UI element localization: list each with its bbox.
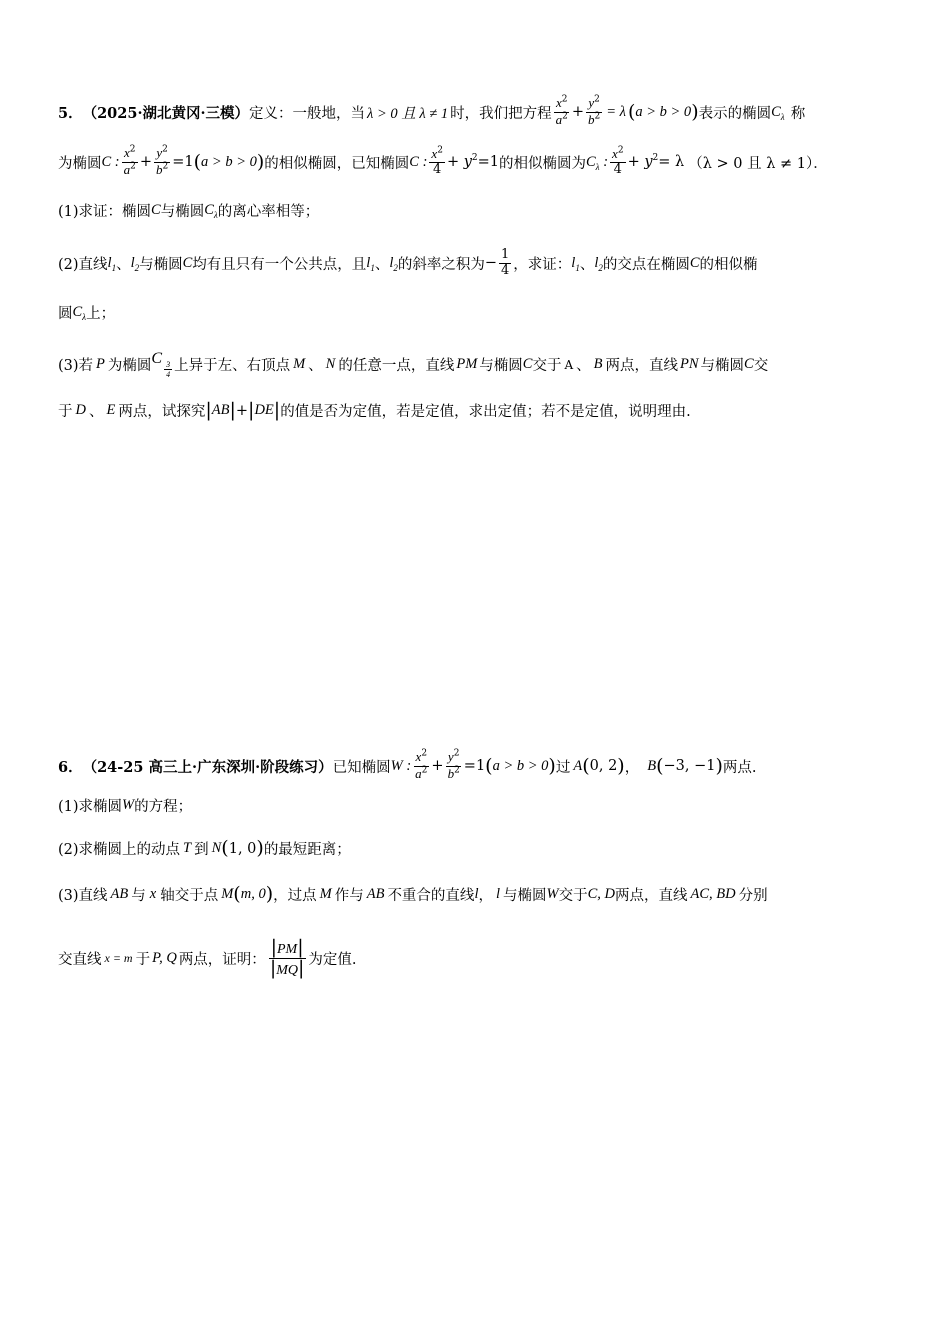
var: C bbox=[689, 254, 700, 271]
var: P bbox=[96, 356, 105, 373]
q5-text: 与椭圆 bbox=[700, 358, 745, 375]
var: B bbox=[647, 757, 657, 774]
var: M bbox=[221, 886, 234, 902]
var: x bbox=[431, 145, 438, 161]
var: b bbox=[156, 161, 163, 177]
sup: 2 bbox=[129, 144, 136, 155]
var: PM bbox=[456, 356, 478, 373]
q6-text: (3)直线 bbox=[58, 888, 108, 904]
q6-text: ， bbox=[478, 888, 493, 904]
var: l bbox=[107, 254, 112, 271]
sup: 2 bbox=[421, 748, 428, 759]
sup: 2 bbox=[561, 94, 568, 105]
q5-text: 、 bbox=[576, 358, 591, 375]
expr: + y bbox=[446, 154, 472, 171]
q5-math bbox=[586, 154, 608, 171]
expr: = λ bbox=[658, 154, 685, 171]
fraction bbox=[610, 147, 626, 179]
var: a bbox=[415, 765, 422, 781]
q5-text: 均有且只有一个公共点，且 bbox=[192, 256, 367, 273]
q6-text: 过 bbox=[555, 759, 571, 776]
sub: λ bbox=[780, 111, 785, 122]
var: C bbox=[771, 103, 781, 120]
var: N bbox=[211, 840, 222, 856]
abs-bar: | bbox=[297, 936, 304, 958]
var: x = m bbox=[104, 951, 133, 966]
colon: : bbox=[599, 153, 609, 170]
q5-text: 交于 bbox=[532, 358, 562, 375]
var: W bbox=[546, 886, 559, 902]
paren: ( bbox=[221, 837, 229, 859]
q5-text: 为椭圆 bbox=[107, 358, 152, 375]
var: x bbox=[149, 886, 157, 902]
q5-text: 时，我们把方程 bbox=[450, 105, 552, 122]
var: b bbox=[588, 111, 595, 127]
q5-math: C : bbox=[409, 153, 428, 170]
var: l bbox=[130, 254, 135, 271]
fraction bbox=[446, 750, 462, 783]
sub: 1 bbox=[370, 262, 375, 273]
den: 4 bbox=[433, 162, 442, 178]
paren: ) bbox=[715, 754, 723, 777]
var: M bbox=[293, 356, 306, 373]
q5-math: C : bbox=[101, 153, 120, 170]
sup: 2 bbox=[454, 765, 460, 776]
sup: 2 bbox=[162, 161, 169, 172]
var: P, Q bbox=[152, 950, 177, 967]
q5-text: 的相似椭圆为 bbox=[499, 155, 586, 172]
fraction bbox=[413, 750, 429, 783]
abs-bar: | bbox=[270, 936, 277, 958]
sup: 2 bbox=[421, 765, 428, 776]
sup: 2 bbox=[594, 111, 601, 122]
fraction bbox=[268, 938, 307, 979]
var: M bbox=[319, 886, 332, 902]
var: b bbox=[447, 765, 455, 781]
var: PM bbox=[277, 942, 298, 957]
var: x bbox=[555, 95, 562, 110]
q5-text: 、 bbox=[116, 256, 131, 273]
q5-line-4 bbox=[58, 248, 758, 279]
abs-bar: | bbox=[269, 957, 277, 980]
q5-math bbox=[447, 154, 499, 170]
fraction bbox=[586, 96, 602, 129]
q6-text: ，过点 bbox=[273, 888, 317, 904]
q6-text: 分别 bbox=[738, 888, 768, 904]
q5-text: 的任意一点，直线 bbox=[338, 358, 455, 375]
var: C bbox=[522, 356, 533, 373]
q5-math: =1 bbox=[172, 154, 194, 171]
var: y bbox=[447, 749, 454, 764]
paren: ( bbox=[193, 150, 202, 173]
q5-math bbox=[366, 255, 375, 272]
paren: ) bbox=[548, 754, 556, 777]
q5-math: a > b > 0 bbox=[201, 153, 257, 170]
q5-text: 的离心率相等； bbox=[217, 204, 320, 220]
q5-math bbox=[571, 255, 580, 272]
expr: =1 bbox=[477, 154, 499, 171]
q6-text: 作与 bbox=[334, 888, 364, 904]
abs-bar: | bbox=[205, 399, 212, 421]
op: + bbox=[571, 104, 584, 121]
op: − bbox=[484, 255, 497, 272]
q6-text: (1)求椭圆 bbox=[58, 799, 123, 815]
q6-text: 的最短距离； bbox=[263, 842, 351, 858]
var: MQ bbox=[276, 963, 298, 979]
sub: 2 bbox=[393, 262, 398, 273]
q5-line-3 bbox=[58, 200, 319, 221]
q6-text: 两点，直线 bbox=[615, 888, 688, 904]
q5-line-1 bbox=[58, 96, 805, 129]
sup: 2 bbox=[594, 94, 600, 105]
var: C bbox=[182, 254, 193, 271]
q6-math: 0, 2 bbox=[589, 758, 618, 775]
q6-text: 轴交于点 bbox=[160, 888, 219, 904]
q6-source: （24-25 高三上·广东深圳·阶段练习） bbox=[82, 758, 333, 776]
sup: 2 bbox=[453, 748, 460, 759]
q5-text: （λ > 0 且 λ ≠ 1）． bbox=[688, 155, 828, 172]
op: + bbox=[139, 154, 153, 171]
var: l bbox=[366, 254, 371, 271]
q6-math: W : bbox=[390, 757, 412, 774]
paren: ( bbox=[485, 754, 493, 777]
q6-line-2 bbox=[58, 795, 192, 816]
q6-line-1 bbox=[58, 750, 757, 783]
q5-text: 的斜率之积为 bbox=[397, 256, 485, 273]
q6-text: (2)求椭圆上的动点 bbox=[58, 842, 181, 858]
q5-text: 、 bbox=[308, 358, 323, 375]
q5-math bbox=[108, 255, 117, 272]
var: y bbox=[588, 95, 595, 110]
var: a bbox=[123, 161, 131, 177]
q5-math: λ > 0 且 λ ≠ 1 bbox=[367, 105, 449, 122]
q5-text: 与椭圆 bbox=[160, 204, 205, 220]
q5-text: 定义：一般地，当 bbox=[249, 105, 366, 122]
q6-text: 交直线 bbox=[58, 952, 102, 969]
var: l bbox=[474, 886, 479, 902]
paren: ) bbox=[256, 150, 265, 173]
paren: ( bbox=[582, 754, 590, 777]
q5-text: 两点，直线 bbox=[605, 358, 678, 375]
q6-math: =1 bbox=[463, 758, 486, 775]
var: x bbox=[123, 145, 130, 160]
fraction bbox=[122, 146, 138, 179]
q6-text: 交于 bbox=[558, 888, 588, 904]
sup: 2 bbox=[162, 144, 168, 155]
var: l bbox=[594, 254, 599, 271]
paren: ( bbox=[233, 883, 241, 905]
q6-text: 不重合的直线 bbox=[387, 888, 475, 904]
q6-text: 的方程； bbox=[134, 799, 193, 815]
q5-text: (1)求证：椭圆 bbox=[58, 204, 152, 220]
var: C bbox=[72, 304, 83, 320]
var: l bbox=[389, 254, 394, 271]
q5-text: 圆 bbox=[58, 306, 73, 322]
paren: ( bbox=[656, 754, 664, 777]
sub: 2 bbox=[598, 262, 603, 273]
q5-text: ，求证： bbox=[513, 256, 572, 273]
q6-math: a > b > 0 bbox=[492, 757, 549, 774]
var: C bbox=[586, 153, 596, 170]
q6-text: 与 bbox=[131, 888, 146, 904]
q5-text: 、 bbox=[579, 256, 595, 273]
paren: ) bbox=[617, 754, 625, 777]
q5-text: 称 bbox=[790, 105, 806, 122]
paren: ( bbox=[627, 100, 636, 123]
q5-math bbox=[204, 202, 218, 219]
q5-text: 交 bbox=[753, 358, 769, 375]
q6-math: 1, 0 bbox=[228, 840, 257, 857]
var: AB bbox=[211, 402, 230, 418]
q5-text: 上； bbox=[86, 306, 116, 322]
q5-math: a > b > 0 bbox=[635, 103, 692, 120]
q5-text: 的值是否为定值，若是定值，求出定值；若不是定值，说明理由. bbox=[280, 404, 691, 420]
q6-text: 与椭圆 bbox=[503, 888, 547, 904]
abs-bar: | bbox=[273, 399, 281, 421]
q5-source: （2025·湖北黄冈·三模） bbox=[82, 104, 250, 122]
var: B bbox=[593, 356, 603, 373]
q5-line-2 bbox=[58, 146, 828, 179]
var: AB bbox=[366, 886, 385, 902]
q6-line-4 bbox=[58, 884, 768, 905]
q5-text: 于 bbox=[58, 404, 73, 420]
var: x bbox=[415, 749, 422, 764]
op: + bbox=[235, 402, 249, 419]
sub: λ bbox=[213, 209, 218, 220]
den: 4 bbox=[613, 162, 622, 178]
q5-text: 两点，试探究 bbox=[118, 404, 206, 420]
q5-math bbox=[73, 304, 87, 321]
var: E bbox=[106, 402, 116, 418]
var: l bbox=[571, 254, 576, 271]
q6-text: ， bbox=[624, 759, 640, 776]
sup: 2 bbox=[617, 145, 624, 156]
q5-math bbox=[131, 255, 140, 272]
q6-text: 两点. bbox=[722, 759, 757, 776]
num: 3 bbox=[166, 360, 171, 369]
sup: 2 bbox=[471, 153, 478, 164]
q5-text: 表示的椭圆 bbox=[698, 105, 772, 122]
q5-math bbox=[151, 350, 174, 379]
q5-text: 、 bbox=[374, 256, 390, 273]
var: A bbox=[564, 357, 574, 372]
q6-line-5 bbox=[58, 938, 357, 979]
sub: 2 bbox=[134, 262, 140, 273]
q5-line-7 bbox=[58, 400, 691, 421]
op: + bbox=[431, 758, 444, 775]
num: 1 bbox=[501, 247, 510, 262]
paren: ) bbox=[691, 100, 699, 123]
sup: 2 bbox=[562, 111, 568, 122]
q5-math: = λ bbox=[606, 103, 626, 120]
q5-text: 的交点在椭圆 bbox=[602, 256, 690, 273]
q6-text: 两点，证明： bbox=[178, 952, 266, 969]
q6-math: −3, −1 bbox=[663, 758, 716, 775]
var: AC, BD bbox=[690, 886, 736, 902]
q5-text: 的相似椭圆，已知椭圆 bbox=[264, 155, 410, 172]
var: DE bbox=[254, 402, 274, 418]
q5-math bbox=[628, 154, 685, 170]
abs-bar: | bbox=[298, 957, 305, 980]
q5-line-5 bbox=[58, 302, 115, 323]
q5-text: 、 bbox=[88, 404, 104, 420]
q5-text: 为椭圆 bbox=[58, 155, 102, 172]
q6-text: 到 bbox=[194, 842, 209, 858]
den: 4 bbox=[166, 370, 171, 380]
var: x bbox=[612, 145, 618, 161]
q5-math bbox=[389, 255, 398, 272]
abs-bar: | bbox=[229, 399, 236, 421]
sub: 1 bbox=[575, 262, 580, 273]
var: C, D bbox=[587, 886, 615, 902]
var: C bbox=[744, 356, 754, 373]
den: 4 bbox=[501, 262, 510, 278]
var: C bbox=[151, 202, 161, 218]
q5-math bbox=[771, 104, 785, 121]
var: C bbox=[204, 202, 214, 218]
sup: 2 bbox=[437, 145, 443, 156]
sup: 2 bbox=[652, 153, 659, 164]
var: N bbox=[325, 356, 336, 373]
var: A bbox=[573, 757, 583, 774]
fraction bbox=[164, 360, 172, 379]
fraction bbox=[154, 146, 170, 179]
var: a bbox=[555, 111, 563, 127]
fraction bbox=[429, 147, 445, 179]
q5-text: (2)直线 bbox=[58, 256, 108, 273]
q5-math bbox=[594, 255, 603, 272]
var: C bbox=[151, 350, 163, 367]
q5-text: 的相似椭 bbox=[699, 256, 758, 273]
var: l bbox=[495, 886, 500, 902]
q5-text: 上异于左、右顶点 bbox=[174, 358, 291, 375]
var: D bbox=[75, 402, 86, 418]
q5-text: 与椭圆 bbox=[479, 358, 523, 375]
var: W bbox=[122, 797, 135, 813]
var: PN bbox=[679, 356, 699, 373]
var: AB bbox=[110, 886, 129, 902]
fraction bbox=[554, 96, 570, 129]
q5-number: 5． bbox=[58, 104, 83, 122]
q5-text: 与椭圆 bbox=[139, 256, 183, 273]
expr: + y bbox=[627, 154, 653, 171]
q6-number: 6． bbox=[58, 758, 83, 776]
var: T bbox=[183, 840, 192, 856]
q6-math: m, 0 bbox=[240, 886, 266, 902]
var: y bbox=[156, 145, 163, 160]
q6-text: 已知椭圆 bbox=[332, 759, 391, 776]
q6-text: 于 bbox=[135, 952, 151, 969]
q5-text: (3)若 bbox=[58, 358, 94, 375]
paren: ) bbox=[265, 883, 274, 905]
abs-bar: | bbox=[248, 399, 255, 421]
q6-line-3 bbox=[58, 838, 351, 859]
sub: 1 bbox=[111, 262, 117, 273]
paren: ) bbox=[256, 837, 264, 859]
sup: 2 bbox=[130, 161, 136, 172]
fraction bbox=[499, 248, 511, 279]
sub: λ bbox=[82, 311, 87, 322]
q6-text: 为定值. bbox=[308, 952, 357, 969]
q5-line-6 bbox=[58, 350, 768, 379]
sub: λ bbox=[595, 161, 600, 172]
